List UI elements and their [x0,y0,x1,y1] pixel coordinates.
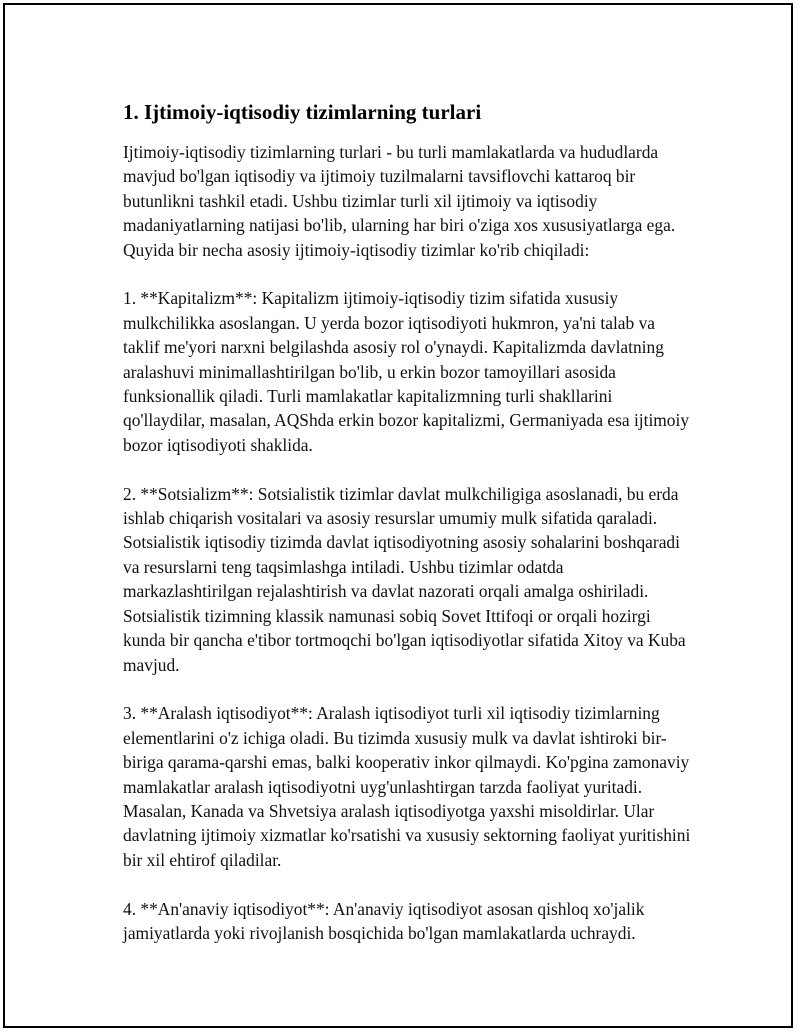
page-frame [3,3,793,1028]
socialism-paragraph: 2. **Sotsializm**: Sotsialistik tizimlar davlat mulkchiligiga asoslanadi, bu erda ishlab chiqarish vositalari va asosiy resurslar umumiy mulk sifatida qaraladi. Sotsialistik iqtisodiy tizimda davlat iqtisodiyotning asosiy sohalarini boshqaradi va resurslarni teng taqsimlashga intiladi. Ushbu tizimlar odatda markazlashtirilgan rejalashtirish va davlat nazorati orqali amalga oshiriladi. Sotsialistik tizimning klassik namunasi sobiq Sovet Ittifoqi or orqali hozirgi kunda bir qancha e'tibor tortmoqchi bo'lgan iqtisodiyotlar sifatida Xitoy va Kuba mavjud. [123,483,686,675]
capitalism-paragraph: 1. **Kapitalizm**: Kapitalizm ijtimoiy-iqtisodiy tizim sifatida xususiy mulkchilikka asoslangan. U yerda bozor iqtisodiyoti hukmron, ya'ni talab va taklif me'yori narxni belgilashda asosiy rol o'ynaydi. Kapitalizmda davlatning aralashuvi minimallashtirilgan bo'lib, u erkin bozor tamoyillari asosida funksionallik qiladi. Turli mamlakatlar kapitalizmning turli shakllarini qo'llaydilar, masalan, AQShda erkin bozor kapitalizmi, Germaniyada esa ijtimoiy bozor iqtisodiyoti shaklida. [123,288,690,455]
traditional-economy-paragraph: 4. **An'anaviy iqtisodiyot**: An'anaviy iqtisodiyot asosan qishloq xo'jalik jamiyatlarda yoki rivojlanish bosqichida bo'lgan mamlakatlarda uchraydi. [123,898,645,943]
mixed-economy-paragraph: 3. **Aralash iqtisodiyot**: Aralash iqtisodiyot turli xil iqtisodiy tizimlarning elementlarini o'z ichiga oladi. Bu tizimda xususiy mulk va davlat ishtiroki bir-biriga qarama-qarshi emas, balki kooperativ inkor qilmaydi. Ko'pgina zamonaviy mamlakatlar aralash iqtisodiyotni uyg'unlashtirgan tarzda faoliyat yuritadi. Masalan, Kanada va Shvetsiya aralash iqtisodiyotga yaxshi misoldirlar. Ular davlatning ijtimoiy xizmatlar ko'rsatishi va xususiy sektorning faoliyat yuritishini bir xil ehtirof qiladilar. [123,703,691,870]
intro-paragraph: Ijtimoiy-iqtisodiy tizimlarning turlari - bu turli mamlakatlarda va hududlarda mavjud bo'lgan iqtisodiy va ijtimoiy tuzilmalarni tavsiflovchi kattaroq bir butunlikni tashkil etadi. Ushbu tizimlar turli xil ijtimoiy va iqtisodiy madaniyatlarning natijasi bo'lib, ularning har biri o'ziga xos xususiyatlarga ega. Quyida bir necha asosiy ijtimoiy-iqtisodiy tizimlar ko'rib chiqiladi: [123,142,676,260]
document-body [123,98,693,945]
section-heading: 1. Ijtimoiy-iqtisodiy tizimlarning turlari [123,100,482,124]
